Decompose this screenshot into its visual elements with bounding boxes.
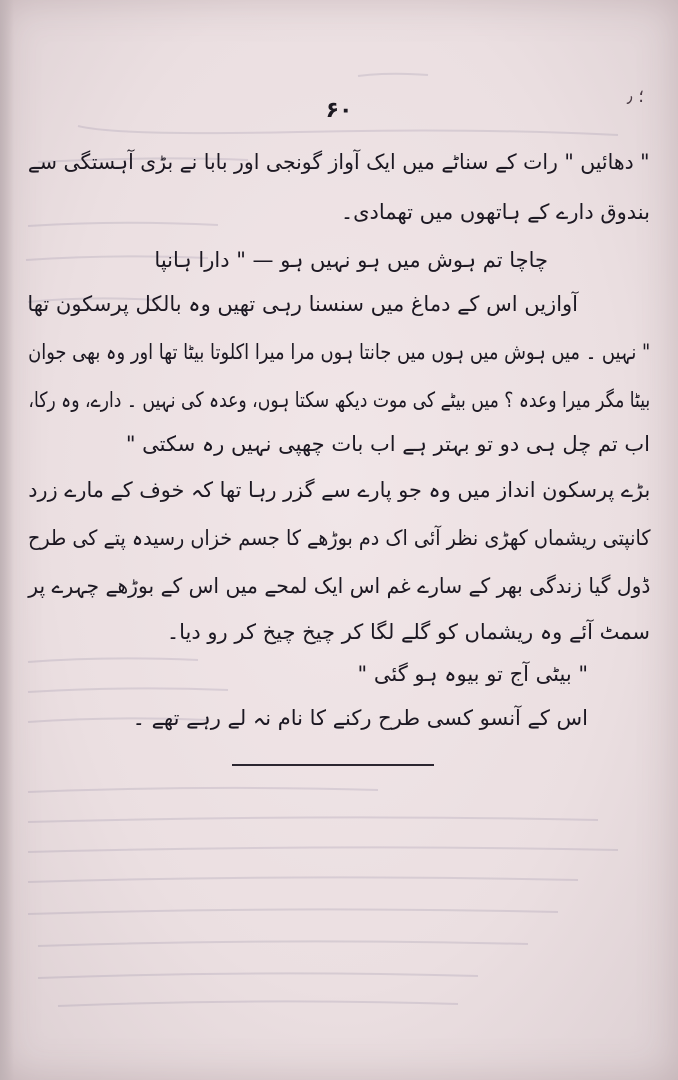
page-number: ۶۰ bbox=[325, 98, 353, 123]
text-line-3-main: چاچا تم ہوش میں ہو نہیں ہو — " دارا ہانپا bbox=[154, 248, 548, 272]
text-line-7: اب تم چل ہی دو تو بہتر ہے اب بات چھپی نہیں رہ سکتی " bbox=[125, 432, 650, 456]
text-line-13: اس کے آنسو کسی طرح رکنے کا نام نہ لے رہے تھے ۔ bbox=[132, 706, 588, 730]
text-line-1: " دھائیں " رات کے سناٹے میں ایک آواز گونجی اور بابا نے بڑی آہستگی سے bbox=[28, 150, 650, 174]
text-line-10: ڈول گیا زندگی بھر کے سارے غم اس ایک لمحے میں اس کے بوڑھے چہرے پر bbox=[27, 574, 650, 598]
text-line-12: " بیٹی آج تو بیوہ ہو گئی " bbox=[357, 662, 588, 686]
text-line-6: بیٹا مگر میرا وعدہ ؟ میں بیٹے کی موت دیکھ سکتا ہوں، وعدہ کی نہیں ۔ دارے، وہ رکا، bbox=[28, 388, 650, 412]
text-line-3 bbox=[154, 248, 548, 272]
text-line-5: " نہیں ۔ میں ہوش میں ہوں میں جانتا ہوں مرا میرا اکلوتا بیٹا تھا اور وہ بھی جوان bbox=[27, 340, 650, 364]
page-corner-mark: ؛ ٫ bbox=[626, 86, 644, 107]
text-line-4: آوازیں اس کے دماغ میں سنسنا رہی تھیں وہ بالکل پرسکون تھا bbox=[27, 292, 578, 316]
text-line-9: کانپتی ریشماں کھڑی نظر آئی اک دم بوڑھے کا جسم خزاں رسیدہ پتے کی طرح bbox=[27, 526, 650, 550]
text-line-8: بڑے پرسکون انداز میں وہ جو پارے سے گزر رہا تھا کہ خوف کے مارے زرد bbox=[27, 478, 650, 502]
text-line-2: بندوق دارے کے ہاتھوں میں تھمادی۔ bbox=[340, 200, 650, 224]
end-divider-rule bbox=[232, 764, 434, 766]
text-line-11: سمٹ آئے وہ ریشماں کو گلے لگا کر چیخ چیخ کر رو دیا۔ bbox=[166, 620, 650, 644]
